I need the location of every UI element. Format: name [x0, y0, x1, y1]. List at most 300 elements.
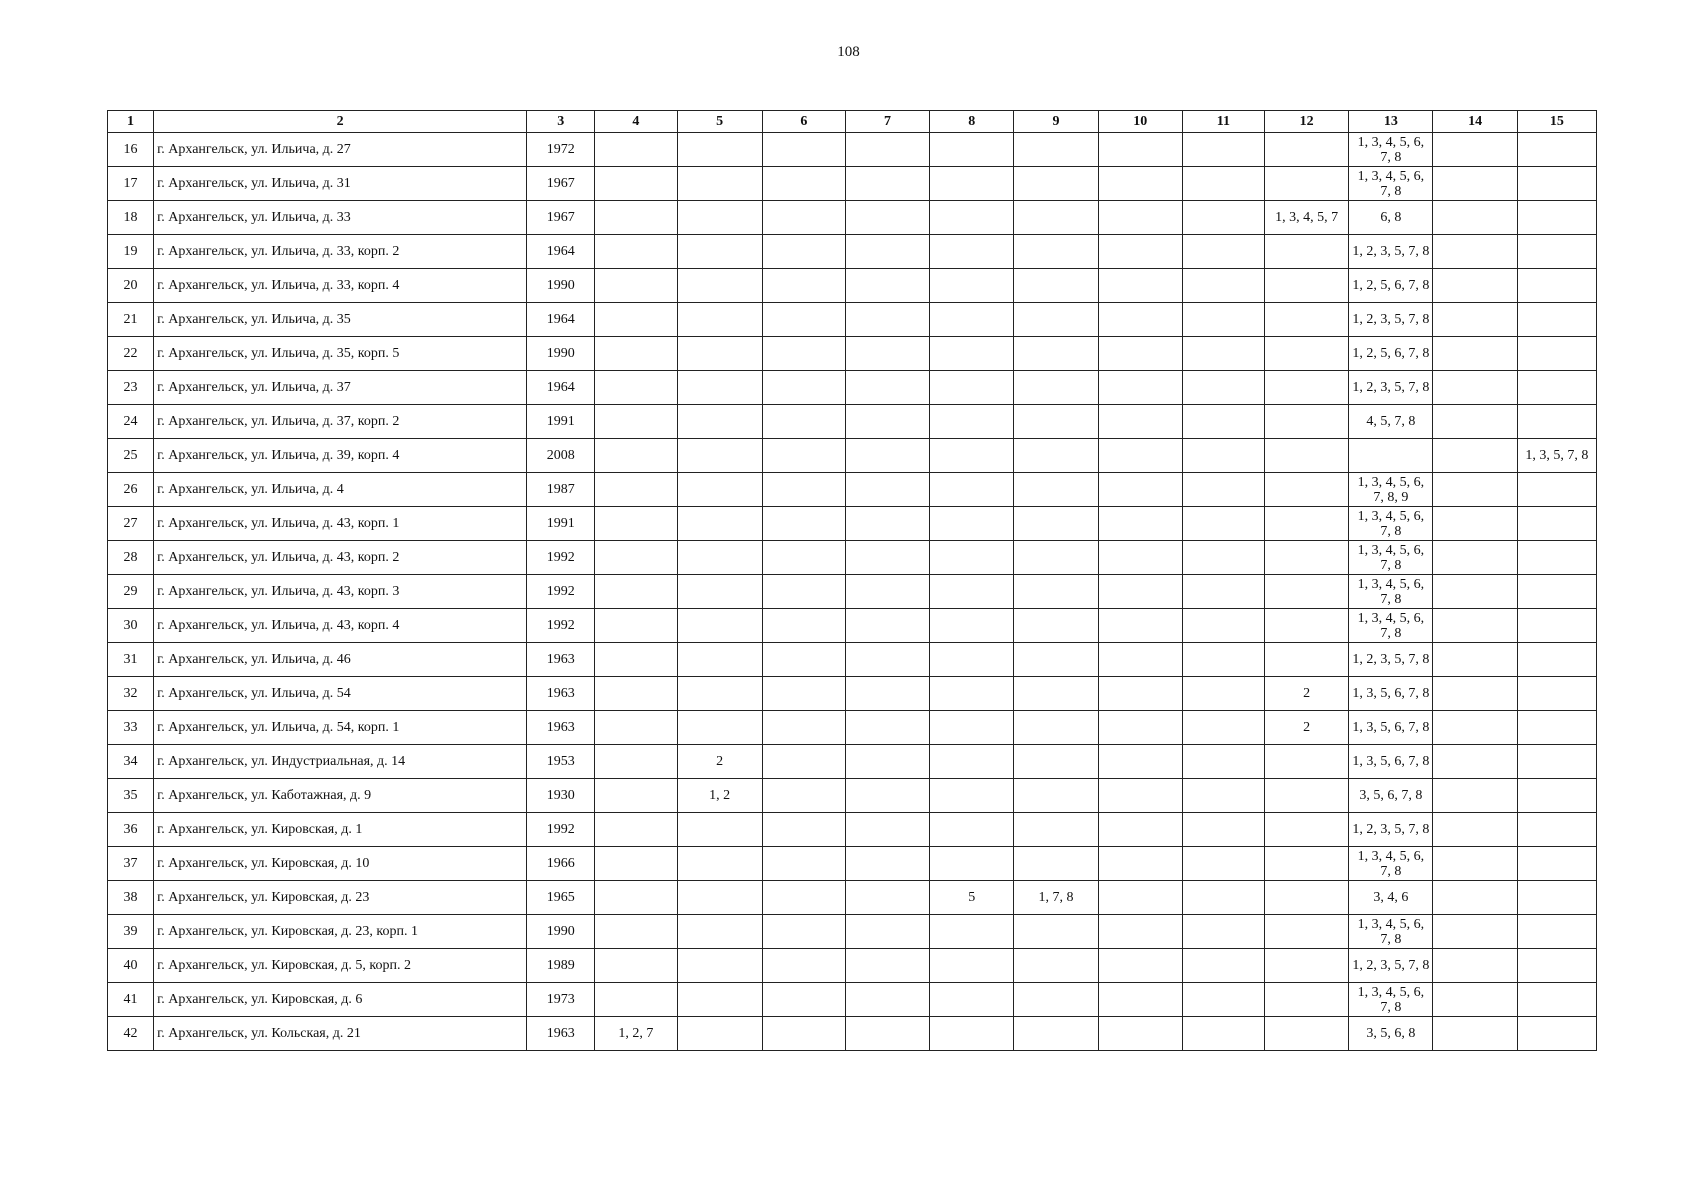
cell-row-number: 33 — [108, 711, 154, 745]
table-row — [108, 847, 1597, 881]
cell-col-12: 2 — [1265, 711, 1349, 745]
cell-year: 1967 — [527, 167, 595, 201]
cell-col-5 — [677, 1017, 762, 1051]
cell-col-14 — [1433, 881, 1517, 915]
cell-col-9 — [1014, 133, 1098, 167]
cell-col-11 — [1182, 779, 1264, 813]
cell-col-7 — [845, 915, 929, 949]
cell-col-14 — [1433, 473, 1517, 507]
cell-address: г. Архангельск, ул. Ильича, д. 54, корп. 1 — [154, 711, 527, 745]
cell-row-number: 36 — [108, 813, 154, 847]
cell-col-5: 2 — [677, 745, 762, 779]
cell-col-4 — [595, 133, 677, 167]
table-row — [108, 269, 1597, 303]
cell-row-number: 26 — [108, 473, 154, 507]
cell-col-14 — [1433, 983, 1517, 1017]
cell-col-12 — [1265, 983, 1349, 1017]
cell-col-9: 1, 7, 8 — [1014, 881, 1098, 915]
column-header-11: 11 — [1182, 111, 1264, 133]
cell-col-9 — [1014, 779, 1098, 813]
cell-col-15 — [1517, 643, 1596, 677]
cell-col-15 — [1517, 371, 1596, 405]
cell-col-14 — [1433, 813, 1517, 847]
cell-col-7 — [845, 439, 929, 473]
cell-col-12 — [1265, 405, 1349, 439]
cell-col-10 — [1098, 201, 1182, 235]
cell-col-15 — [1517, 983, 1596, 1017]
cell-col-5 — [677, 609, 762, 643]
cell-col-8 — [930, 575, 1014, 609]
cell-col-10 — [1098, 371, 1182, 405]
cell-col-15 — [1517, 167, 1596, 201]
cell-col-8 — [930, 949, 1014, 983]
cell-col-7 — [845, 303, 929, 337]
cell-col-11 — [1182, 405, 1264, 439]
cell-year: 1987 — [527, 473, 595, 507]
cell-col-4 — [595, 609, 677, 643]
cell-address: г. Архангельск, ул. Кировская, д. 1 — [154, 813, 527, 847]
cell-col-4 — [595, 949, 677, 983]
cell-col-10 — [1098, 167, 1182, 201]
cell-col-4 — [595, 473, 677, 507]
cell-col-8 — [930, 813, 1014, 847]
cell-col-11 — [1182, 269, 1264, 303]
cell-col-9 — [1014, 813, 1098, 847]
cell-year: 1989 — [527, 949, 595, 983]
cell-col-8 — [930, 201, 1014, 235]
cell-col-6 — [762, 201, 845, 235]
cell-col-7 — [845, 167, 929, 201]
cell-address: г. Архангельск, ул. Индустриальная, д. 14 — [154, 745, 527, 779]
cell-address: г. Архангельск, ул. Каботажная, д. 9 — [154, 779, 527, 813]
table-row — [108, 677, 1597, 711]
cell-col-6 — [762, 609, 845, 643]
cell-row-number: 20 — [108, 269, 154, 303]
cell-col-7 — [845, 235, 929, 269]
cell-col-8 — [930, 711, 1014, 745]
cell-col-13 — [1349, 439, 1433, 473]
cell-col-10 — [1098, 235, 1182, 269]
cell-col-7 — [845, 711, 929, 745]
cell-col-11 — [1182, 711, 1264, 745]
cell-col-13: 1, 2, 5, 6, 7, 8 — [1349, 269, 1433, 303]
cell-row-number: 27 — [108, 507, 154, 541]
cell-col-9 — [1014, 575, 1098, 609]
table-row — [108, 949, 1597, 983]
cell-col-7 — [845, 949, 929, 983]
cell-col-11 — [1182, 643, 1264, 677]
cell-col-5 — [677, 575, 762, 609]
cell-col-12 — [1265, 507, 1349, 541]
cell-col-8 — [930, 541, 1014, 575]
cell-col-8 — [930, 473, 1014, 507]
cell-col-7 — [845, 371, 929, 405]
cell-col-15 — [1517, 507, 1596, 541]
column-header-9: 9 — [1014, 111, 1098, 133]
table-row — [108, 609, 1597, 643]
cell-col-7 — [845, 813, 929, 847]
cell-year: 1963 — [527, 643, 595, 677]
cell-col-7 — [845, 133, 929, 167]
cell-col-5 — [677, 405, 762, 439]
cell-col-14 — [1433, 847, 1517, 881]
cell-year: 1930 — [527, 779, 595, 813]
table-row — [108, 711, 1597, 745]
table-row — [108, 303, 1597, 337]
cell-col-8 — [930, 507, 1014, 541]
cell-col-9 — [1014, 337, 1098, 371]
cell-col-10 — [1098, 439, 1182, 473]
cell-year: 2008 — [527, 439, 595, 473]
cell-col-15 — [1517, 609, 1596, 643]
cell-col-12 — [1265, 949, 1349, 983]
column-header-10: 10 — [1098, 111, 1182, 133]
table-header — [108, 111, 1597, 133]
cell-col-4 — [595, 813, 677, 847]
cell-col-13: 1, 3, 4, 5, 6, 7, 8 — [1349, 167, 1433, 201]
table-row — [108, 745, 1597, 779]
cell-col-12: 1, 3, 4, 5, 7 — [1265, 201, 1349, 235]
cell-row-number: 35 — [108, 779, 154, 813]
cell-col-4 — [595, 575, 677, 609]
cell-row-number: 32 — [108, 677, 154, 711]
cell-col-14 — [1433, 269, 1517, 303]
cell-col-4 — [595, 439, 677, 473]
cell-address: г. Архангельск, ул. Ильича, д. 46 — [154, 643, 527, 677]
header-row — [108, 111, 1597, 133]
cell-col-6 — [762, 269, 845, 303]
cell-col-5: 1, 2 — [677, 779, 762, 813]
cell-col-11 — [1182, 677, 1264, 711]
cell-row-number: 23 — [108, 371, 154, 405]
cell-col-12 — [1265, 541, 1349, 575]
column-header-3: 3 — [527, 111, 595, 133]
cell-col-12: 2 — [1265, 677, 1349, 711]
cell-col-6 — [762, 439, 845, 473]
table-row — [108, 371, 1597, 405]
cell-col-5 — [677, 167, 762, 201]
cell-row-number: 29 — [108, 575, 154, 609]
cell-row-number: 28 — [108, 541, 154, 575]
cell-year: 1972 — [527, 133, 595, 167]
cell-col-13: 1, 3, 4, 5, 6, 7, 8 — [1349, 983, 1433, 1017]
cell-col-5 — [677, 813, 762, 847]
cell-col-4 — [595, 745, 677, 779]
column-header-4: 4 — [595, 111, 677, 133]
cell-col-10 — [1098, 1017, 1182, 1051]
cell-col-9 — [1014, 711, 1098, 745]
cell-col-6 — [762, 949, 845, 983]
cell-col-13: 1, 3, 5, 6, 7, 8 — [1349, 745, 1433, 779]
cell-col-15 — [1517, 405, 1596, 439]
cell-col-4 — [595, 711, 677, 745]
cell-col-10 — [1098, 711, 1182, 745]
cell-col-12 — [1265, 439, 1349, 473]
table-row — [108, 507, 1597, 541]
cell-col-6 — [762, 235, 845, 269]
cell-col-15 — [1517, 949, 1596, 983]
cell-col-4 — [595, 303, 677, 337]
table-row — [108, 1017, 1597, 1051]
cell-col-11 — [1182, 609, 1264, 643]
table-row — [108, 167, 1597, 201]
cell-col-13: 1, 3, 4, 5, 6, 7, 8 — [1349, 847, 1433, 881]
cell-col-15 — [1517, 473, 1596, 507]
cell-col-12 — [1265, 1017, 1349, 1051]
cell-col-11 — [1182, 473, 1264, 507]
cell-col-8 — [930, 983, 1014, 1017]
cell-col-11 — [1182, 337, 1264, 371]
cell-col-13: 1, 3, 4, 5, 6, 7, 8 — [1349, 915, 1433, 949]
cell-col-5 — [677, 371, 762, 405]
cell-col-14 — [1433, 915, 1517, 949]
cell-col-14 — [1433, 337, 1517, 371]
cell-col-10 — [1098, 609, 1182, 643]
column-header-7: 7 — [845, 111, 929, 133]
cell-col-10 — [1098, 405, 1182, 439]
cell-address: г. Архангельск, ул. Ильича, д. 43, корп. 3 — [154, 575, 527, 609]
cell-col-11 — [1182, 541, 1264, 575]
cell-row-number: 24 — [108, 405, 154, 439]
cell-row-number: 30 — [108, 609, 154, 643]
cell-address: г. Архангельск, ул. Кировская, д. 23, корп. 1 — [154, 915, 527, 949]
cell-row-number: 40 — [108, 949, 154, 983]
cell-col-15 — [1517, 133, 1596, 167]
cell-year: 1990 — [527, 269, 595, 303]
cell-col-4 — [595, 405, 677, 439]
cell-col-7 — [845, 473, 929, 507]
cell-col-4 — [595, 677, 677, 711]
cell-col-6 — [762, 983, 845, 1017]
cell-col-10 — [1098, 949, 1182, 983]
cell-col-14 — [1433, 779, 1517, 813]
cell-col-14 — [1433, 201, 1517, 235]
cell-col-12 — [1265, 303, 1349, 337]
cell-address: г. Архангельск, ул. Ильича, д. 35, корп. 5 — [154, 337, 527, 371]
cell-col-13: 1, 3, 4, 5, 6, 7, 8 — [1349, 507, 1433, 541]
cell-col-9 — [1014, 949, 1098, 983]
cell-col-10 — [1098, 133, 1182, 167]
cell-col-13: 1, 3, 4, 5, 6, 7, 8 — [1349, 133, 1433, 167]
cell-year: 1991 — [527, 507, 595, 541]
cell-col-15 — [1517, 881, 1596, 915]
cell-col-10 — [1098, 677, 1182, 711]
column-header-15: 15 — [1517, 111, 1596, 133]
cell-col-12 — [1265, 473, 1349, 507]
cell-col-5 — [677, 677, 762, 711]
cell-col-13: 3, 5, 6, 7, 8 — [1349, 779, 1433, 813]
table-row — [108, 439, 1597, 473]
cell-col-14 — [1433, 541, 1517, 575]
cell-col-4 — [595, 881, 677, 915]
cell-col-6 — [762, 167, 845, 201]
cell-row-number: 17 — [108, 167, 154, 201]
cell-col-7 — [845, 575, 929, 609]
cell-col-6 — [762, 813, 845, 847]
table-row — [108, 813, 1597, 847]
cell-col-8 — [930, 847, 1014, 881]
cell-col-11 — [1182, 167, 1264, 201]
cell-col-13: 4, 5, 7, 8 — [1349, 405, 1433, 439]
cell-col-10 — [1098, 983, 1182, 1017]
cell-col-9 — [1014, 745, 1098, 779]
cell-address: г. Архангельск, ул. Ильича, д. 39, корп. 4 — [154, 439, 527, 473]
cell-col-13: 6, 8 — [1349, 201, 1433, 235]
cell-col-5 — [677, 303, 762, 337]
cell-col-14 — [1433, 949, 1517, 983]
cell-row-number: 18 — [108, 201, 154, 235]
cell-col-12 — [1265, 745, 1349, 779]
cell-col-11 — [1182, 507, 1264, 541]
cell-col-15 — [1517, 915, 1596, 949]
cell-col-6 — [762, 677, 845, 711]
table-row — [108, 541, 1597, 575]
cell-col-5 — [677, 439, 762, 473]
table-row — [108, 405, 1597, 439]
cell-year: 1966 — [527, 847, 595, 881]
cell-col-15 — [1517, 269, 1596, 303]
cell-address: г. Архангельск, ул. Ильича, д. 54 — [154, 677, 527, 711]
cell-col-10 — [1098, 847, 1182, 881]
cell-col-14 — [1433, 133, 1517, 167]
cell-col-4 — [595, 337, 677, 371]
column-header-14: 14 — [1433, 111, 1517, 133]
cell-col-7 — [845, 1017, 929, 1051]
cell-address: г. Архангельск, ул. Ильича, д. 27 — [154, 133, 527, 167]
cell-col-4 — [595, 847, 677, 881]
cell-year: 1992 — [527, 541, 595, 575]
cell-col-14 — [1433, 575, 1517, 609]
cell-col-9 — [1014, 983, 1098, 1017]
cell-col-8: 5 — [930, 881, 1014, 915]
cell-col-9 — [1014, 371, 1098, 405]
cell-col-11 — [1182, 915, 1264, 949]
cell-col-5 — [677, 949, 762, 983]
cell-col-11 — [1182, 235, 1264, 269]
cell-col-15 — [1517, 847, 1596, 881]
cell-col-8 — [930, 677, 1014, 711]
cell-col-7 — [845, 847, 929, 881]
cell-year: 1973 — [527, 983, 595, 1017]
cell-col-13: 1, 3, 5, 6, 7, 8 — [1349, 711, 1433, 745]
cell-col-11 — [1182, 371, 1264, 405]
cell-col-15 — [1517, 201, 1596, 235]
cell-address: г. Архангельск, ул. Ильича, д. 43, корп. 4 — [154, 609, 527, 643]
cell-col-15 — [1517, 235, 1596, 269]
cell-col-6 — [762, 847, 845, 881]
cell-col-10 — [1098, 303, 1182, 337]
table-row — [108, 915, 1597, 949]
cell-row-number: 22 — [108, 337, 154, 371]
cell-row-number: 37 — [108, 847, 154, 881]
cell-col-4 — [595, 507, 677, 541]
cell-col-14 — [1433, 643, 1517, 677]
cell-col-8 — [930, 405, 1014, 439]
cell-col-12 — [1265, 813, 1349, 847]
cell-col-10 — [1098, 269, 1182, 303]
cell-year: 1991 — [527, 405, 595, 439]
cell-col-14 — [1433, 405, 1517, 439]
cell-address: г. Архангельск, ул. Кировская, д. 10 — [154, 847, 527, 881]
cell-col-4 — [595, 541, 677, 575]
cell-col-9 — [1014, 201, 1098, 235]
cell-col-12 — [1265, 269, 1349, 303]
cell-address: г. Архангельск, ул. Ильича, д. 43, корп. 2 — [154, 541, 527, 575]
cell-col-13: 1, 3, 4, 5, 6, 7, 8 — [1349, 575, 1433, 609]
cell-year: 1963 — [527, 711, 595, 745]
cell-col-6 — [762, 643, 845, 677]
table-row — [108, 983, 1597, 1017]
cell-row-number: 16 — [108, 133, 154, 167]
cell-col-6 — [762, 507, 845, 541]
cell-row-number: 21 — [108, 303, 154, 337]
cell-col-9 — [1014, 643, 1098, 677]
table-row — [108, 473, 1597, 507]
table-row — [108, 337, 1597, 371]
cell-col-12 — [1265, 337, 1349, 371]
cell-year: 1953 — [527, 745, 595, 779]
cell-row-number: 41 — [108, 983, 154, 1017]
cell-col-15 — [1517, 541, 1596, 575]
cell-col-6 — [762, 779, 845, 813]
cell-col-5 — [677, 201, 762, 235]
cell-year: 1963 — [527, 677, 595, 711]
cell-col-8 — [930, 609, 1014, 643]
cell-col-14 — [1433, 1017, 1517, 1051]
buildings-table — [107, 110, 1597, 1051]
cell-col-4 — [595, 915, 677, 949]
cell-col-12 — [1265, 133, 1349, 167]
cell-year: 1967 — [527, 201, 595, 235]
cell-col-9 — [1014, 439, 1098, 473]
table-row — [108, 133, 1597, 167]
cell-col-5 — [677, 983, 762, 1017]
cell-col-10 — [1098, 541, 1182, 575]
cell-year: 1965 — [527, 881, 595, 915]
cell-col-11 — [1182, 133, 1264, 167]
cell-col-12 — [1265, 575, 1349, 609]
page-number: 108 — [837, 44, 860, 60]
cell-year: 1964 — [527, 303, 595, 337]
cell-row-number: 38 — [108, 881, 154, 915]
cell-col-11 — [1182, 847, 1264, 881]
cell-col-6 — [762, 541, 845, 575]
cell-col-11 — [1182, 745, 1264, 779]
cell-year: 1963 — [527, 1017, 595, 1051]
cell-col-7 — [845, 609, 929, 643]
cell-address: г. Архангельск, ул. Кировская, д. 23 — [154, 881, 527, 915]
cell-col-10 — [1098, 745, 1182, 779]
cell-col-5 — [677, 541, 762, 575]
cell-col-11 — [1182, 949, 1264, 983]
cell-col-14 — [1433, 235, 1517, 269]
cell-address: г. Архангельск, ул. Кировская, д. 6 — [154, 983, 527, 1017]
cell-address: г. Архангельск, ул. Ильича, д. 35 — [154, 303, 527, 337]
cell-address: г. Архангельск, ул. Кольская, д. 21 — [154, 1017, 527, 1051]
cell-col-4 — [595, 371, 677, 405]
cell-col-5 — [677, 133, 762, 167]
cell-col-6 — [762, 371, 845, 405]
cell-col-11 — [1182, 303, 1264, 337]
cell-col-14 — [1433, 303, 1517, 337]
cell-row-number: 31 — [108, 643, 154, 677]
cell-col-15: 1, 3, 5, 7, 8 — [1517, 439, 1596, 473]
cell-col-9 — [1014, 541, 1098, 575]
cell-col-7 — [845, 745, 929, 779]
cell-col-8 — [930, 371, 1014, 405]
cell-col-9 — [1014, 847, 1098, 881]
cell-col-10 — [1098, 337, 1182, 371]
